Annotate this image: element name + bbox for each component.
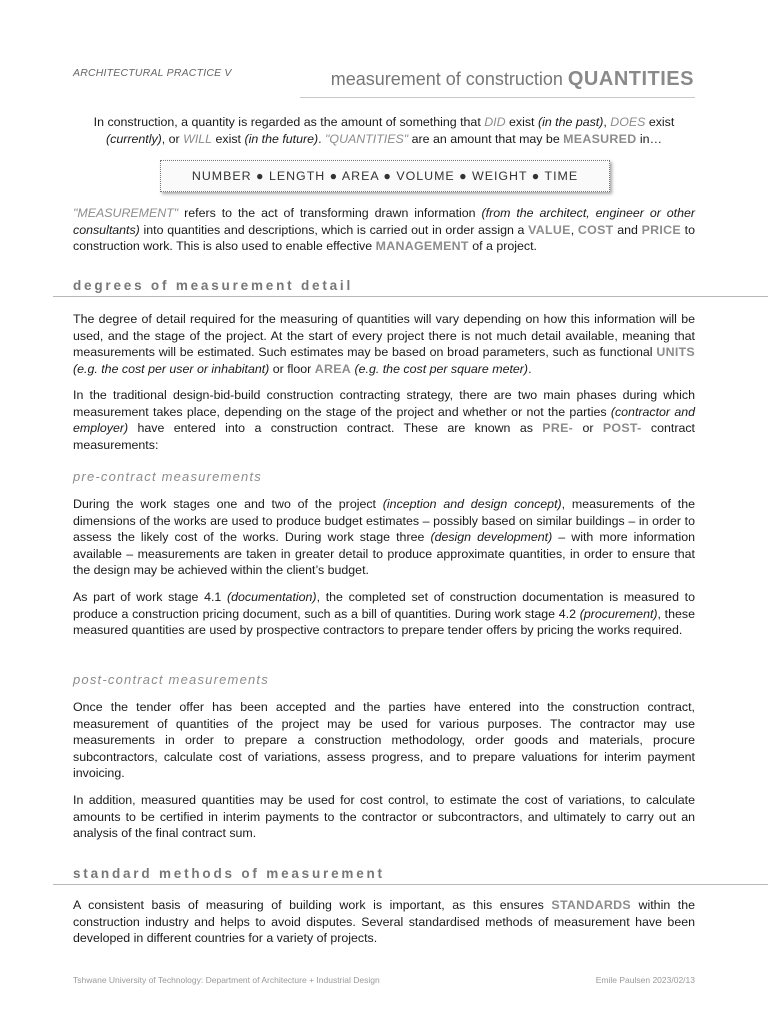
keyword-did: DID (484, 115, 506, 129)
intro-text: , (603, 115, 611, 129)
paragraph-note: (inception and design concept) (382, 497, 562, 511)
paragraph-text: As part of work stage 4.1 (73, 590, 228, 604)
measurement-definition-paragraph (73, 205, 695, 255)
intro-note: (currently) (106, 131, 162, 146)
footer-institution: Tshwane University of Technology: Department of Architecture + Industrial Design (73, 975, 380, 985)
paragraph-text: into quantities and descriptions, which is carried out in order assign a (139, 222, 529, 237)
keyword-cost: COST (577, 222, 614, 237)
paragraph-note: (documentation) (227, 590, 317, 604)
paragraph-text: , these measured quantities are used by prospective contractors to prepare tender offers by pricing the works required. (73, 606, 695, 638)
keyword-pre: PRE- (542, 421, 574, 436)
pre-contract-paragraph-1 (73, 496, 695, 579)
paragraph-text: to construction work. This is also used to enable effective (73, 222, 696, 254)
keyword-value: VALUE (528, 222, 571, 237)
keyword-will: WILL (183, 131, 213, 146)
intro-text: , or (161, 131, 184, 146)
paragraph-note: (from the architect, engineer or other consultants) (73, 206, 695, 237)
degrees-paragraph-1 (73, 311, 695, 377)
pre-contract-paragraph-2 (73, 589, 695, 639)
paragraph-text: refers to the act of transforming drawn information (178, 206, 482, 220)
paragraph-text: and (613, 222, 642, 237)
standard-methods-paragraph (73, 897, 695, 947)
intro-text: exist (505, 115, 538, 129)
keyword-management: MANAGEMENT (375, 239, 469, 254)
intro-paragraph (73, 114, 695, 147)
keyword-measured: MEASURED (563, 131, 637, 146)
intro-text: In construction, a quantity is regarded as the amount of something that (93, 115, 485, 129)
keyword-does: DOES (610, 115, 646, 129)
keyword-measurement: "MEASUREMENT" (73, 206, 179, 220)
page-title-prefix: measurement of construction (330, 69, 568, 89)
subheading-pre-contract: pre-contract measurements (73, 469, 262, 484)
footer-author-date: Emile Paulsen 2023/02/13 (595, 975, 695, 985)
intro-text: are an amount that may be (408, 131, 564, 146)
post-contract-paragraph-2: In addition, measured quantities may be used for cost control, to estimate the cost of variations, to calculate amounts to be certified in interim payments to the contractor or subcontractors, and ultimately to carry out an analysis of the final contract sum. (73, 793, 695, 841)
section-divider (53, 884, 768, 885)
paragraph-text: A consistent basis of measuring of building work is important, as this ensures (73, 898, 552, 912)
paragraph-text: contract measurements: (73, 421, 695, 452)
paragraph-text: The degree of detail required for the measuring of quantities will vary depending on how this information will be used, and the stage of the project. At the start of every project there is not much detail available, meaning that measurements will be estimated. Such estimates may be based on broad parameters, such as functional (73, 312, 695, 360)
paragraph-note: (e.g. the cost per square meter) (351, 361, 529, 376)
degrees-paragraph-2 (73, 387, 695, 453)
intro-text: exist (212, 131, 245, 146)
keyword-price: PRICE (641, 222, 681, 237)
intro-note: (in the past) (537, 115, 604, 129)
intro-text: . (318, 131, 326, 146)
section-divider (53, 296, 768, 297)
subheading-post-contract: post-contract measurements (73, 672, 269, 687)
intro-text: exist (645, 115, 675, 129)
paragraph-note: (design development) (430, 530, 553, 545)
section-heading-degrees: degrees of measurement detail (73, 278, 354, 293)
paragraph-note: (e.g. the cost per user or inhabitant) (73, 361, 270, 376)
paragraph-text: have entered into a construction contract. These are known as (128, 421, 543, 436)
page-title (331, 68, 694, 91)
paragraph-text: , measurements of the dimensions of the works are used to produce budget estimates – possibly based on similar buildings – in order to assess the likely cost of the works. During work stage three (73, 497, 695, 545)
paragraph-text: , (570, 222, 578, 237)
post-contract-paragraph-1: Once the tender offer has been accepted and the parties have entered into the construction contract, measurement of quantities of the project may be used for various purposes. The contractor may use measurements in order to prepare a construction methodology, order goods and materials, procure subcontractors, calculate cost of variations, assess progress, and to prepare valuations for interim payment invoicing. (73, 700, 695, 781)
title-divider (300, 97, 695, 98)
paragraph-note: (procurement) (579, 606, 658, 621)
paragraph-text: within the construction industry and helps to avoid disputes. Several standardised methods of measurement have been developed in different countries for a variety of projects. (73, 898, 695, 946)
measurement-types-callout (160, 160, 610, 192)
measurement-types-text: NUMBER ● LENGTH ● AREA ● VOLUME ● WEIGHT ● TIME (191, 169, 579, 183)
intro-text: in… (636, 131, 662, 146)
section-heading-standard-methods: standard methods of measurement (73, 866, 385, 881)
keyword-standards: STANDARDS (551, 898, 631, 912)
keyword-area: AREA (314, 361, 352, 376)
keyword-quantities: "QUANTITIES" (325, 131, 409, 146)
keyword-post: POST- (602, 421, 642, 436)
paragraph-text: – with more information available – measurements are taken in greater detail to produce approximate quantities, in order to ensure that the design may be achieved within the client’s budget. (73, 530, 695, 578)
paragraph-text: or (573, 421, 603, 436)
paragraph-text: of a project. (468, 239, 537, 254)
paragraph-text: , the completed set of construction documentation is measured to produce a construction pricing document, such as a bill of quantities. During work stage 4.2 (73, 590, 695, 621)
page-title-emphasis: QUANTITIES (567, 68, 694, 90)
paragraph-text: During the work stages one and two of the project (73, 497, 383, 511)
keyword-units: UNITS (656, 345, 695, 360)
paragraph-text: or floor (269, 361, 315, 376)
intro-note: (in the future) (244, 131, 319, 146)
course-label: ARCHITECTURAL PRACTICE V (73, 67, 232, 79)
paragraph-text: In the traditional design-bid-build construction contracting strategy, there are two main phases during which measurement takes place, depending on the stage of the project and whether or not the parties (73, 388, 695, 419)
paragraph-note: (contractor and employer) (73, 404, 695, 436)
paragraph-text: . (528, 361, 532, 376)
